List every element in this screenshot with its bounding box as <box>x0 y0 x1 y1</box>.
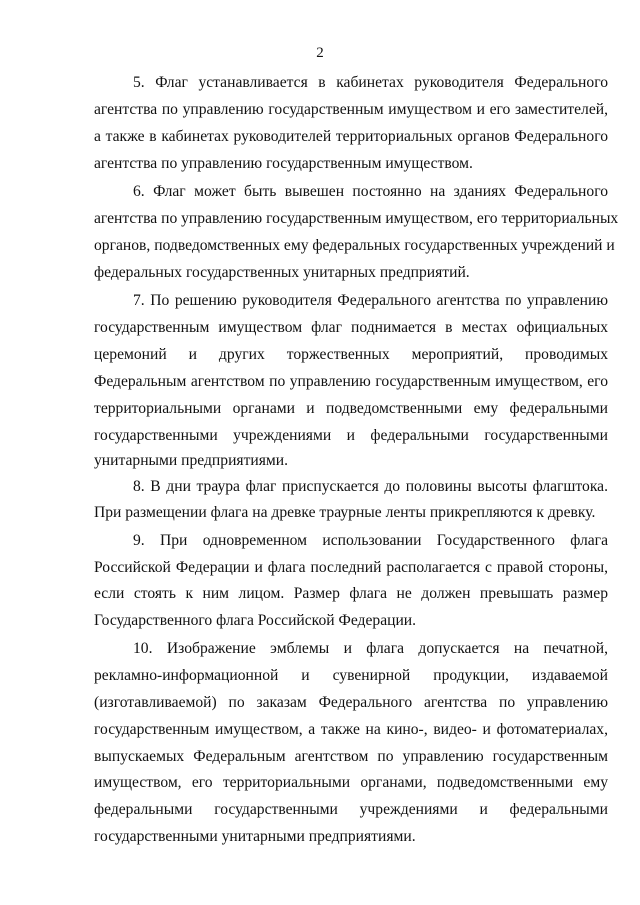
paragraph-10-line-8: государственными унитарными предприятиями. <box>94 828 416 845</box>
paragraph-5-line-1: 5. Флаг устанавливается в кабинетах руководителя Федерального <box>133 74 608 91</box>
paragraph-5-line-2: агентства по управлению государственным имуществом и его заместителей, <box>94 101 608 118</box>
paragraph-7-line-5: территориальными органами и подведомственными ему федеральными <box>94 400 608 417</box>
paragraph-5-line-3: а также в кабинетах руководителей территориальных органов Федерального <box>94 128 608 145</box>
paragraph-6-line-4: федеральных государственных унитарных предприятий. <box>94 264 470 281</box>
paragraph-6-line-2: агентства по управлению государственным имуществом, его территориальных <box>94 210 619 227</box>
paragraph-9-line-4: Государственного флага Российской Федерации. <box>94 612 417 629</box>
paragraph-7-line-1: 7. По решению руководителя Федерального агентства по управлению <box>133 292 608 309</box>
paragraph-6-line-1: 6. Флаг может быть вывешен постоянно на зданиях Федерального <box>133 183 608 200</box>
paragraph-9-line-3: если стоять к ним лицом. Размер флага не должен превышать размер <box>94 585 608 602</box>
paragraph-8-line-2: При размещении флага на древке траурные ленты прикрепляются к древку. <box>94 504 596 521</box>
paragraph-10-line-4: государственным имуществом, а также на кино-, видео- и фотоматериалах, <box>94 721 608 738</box>
paragraph-10-line-1: 10. Изображение эмблемы и флага допускается на печатной, <box>133 640 608 657</box>
paragraph-7-line-6: государственными учреждениями и федеральными государственными <box>94 427 608 444</box>
paragraph-8-line-1: 8. В дни траура флаг приспускается до половины высоты флагштока. <box>133 478 608 495</box>
paragraph-9-line-2: Российской Федерации и флага последний располагается с правой стороны, <box>94 559 608 576</box>
paragraph-7-line-2: государственным имуществом флаг поднимается в местах официальных <box>94 319 608 336</box>
paragraph-10-line-5: выпускаемых Федеральным агентством по управлению государственным <box>94 748 608 765</box>
paragraph-10-line-2: рекламно-информационной и сувенирной продукции, издаваемой <box>94 667 608 684</box>
paragraph-10-line-7: федеральными государственными учреждениями и федеральными <box>94 801 608 818</box>
paragraph-6-line-3: органов, подведомственных ему федеральных государственных учреждений и <box>94 237 615 254</box>
paragraph-10-line-3: (изготавливаемой) по заказам Федерального агентства по управлению <box>94 694 608 711</box>
paragraph-9-line-1: 9. При одновременном использовании Государственного флага <box>133 532 608 549</box>
paragraph-5-line-4: агентства по управлению государственным имуществом. <box>94 155 473 172</box>
paragraph-7-line-4: Федеральным агентством по управлению государственным имуществом, его <box>94 373 608 390</box>
paragraph-7-line-3: церемоний и других торжественных мероприятий, проводимых <box>94 346 608 363</box>
paragraph-7-line-7: унитарными предприятиями. <box>94 452 289 469</box>
page-number: 2 <box>316 45 324 61</box>
paragraph-10-line-6: имуществом, его территориальными органами, подведомственными ему <box>94 774 608 791</box>
